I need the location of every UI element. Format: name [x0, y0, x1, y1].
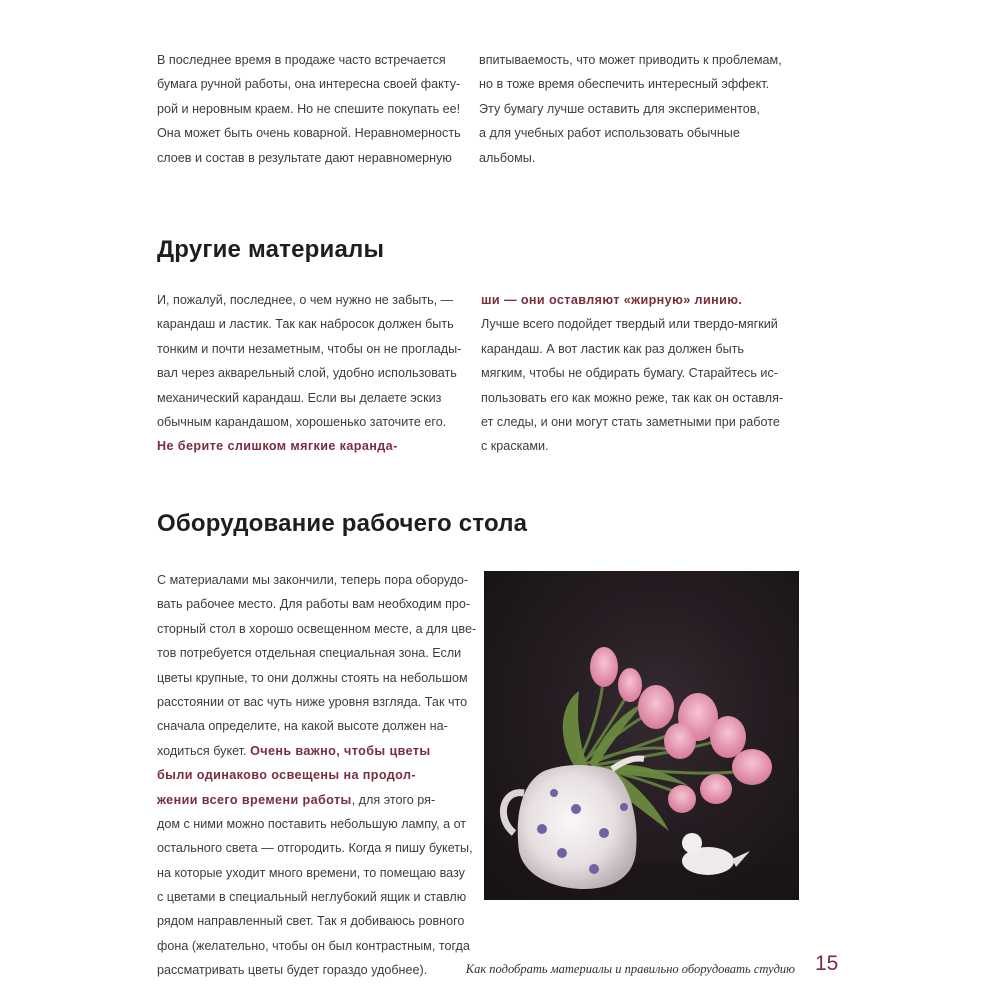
page-number: 15 [815, 952, 839, 975]
materials-text-right-column [481, 288, 783, 459]
text-line: слоев и состав в результате дают неравномерную [157, 150, 452, 165]
paper-text-right-column [479, 48, 782, 170]
text-line: Эту бумагу лучше оставить для экспериментов, [479, 101, 760, 116]
text-line: карандаш и ластик. Так как набросок должен быть [157, 317, 454, 332]
text-line: на которые уходит много времени, то помещаю вазу [157, 865, 465, 880]
text-line: бумага ручной работы, она интересна своей факту- [157, 77, 461, 92]
highlight-line: Не берите слишком мягкие каранда- [157, 439, 398, 454]
text-fragment: ходиться букет. [157, 743, 251, 758]
heading-other-materials: Другие материалы [157, 236, 385, 263]
text-line: расстоянии от вас чуть ниже уровня взгляда. Так что [157, 694, 468, 709]
text-line: тонким и почти незаметным, чтобы он не проглады- [157, 341, 462, 356]
text-line: механический карандаш. Если вы делаете эскиз [157, 390, 442, 405]
text-line: но в тоже время обеспечить интересный эффект. [479, 77, 770, 92]
text-line: обычным карандашом, хорошенько заточите его. [157, 414, 447, 429]
text-line: вал через акварельный слой, удобно использовать [157, 366, 457, 381]
paper-text-left-column [157, 48, 461, 170]
text-line: тов потребуется отдельная специальная зона. Если [157, 646, 462, 661]
text-line: впитываемость, что может приводить к проблемам, [479, 53, 782, 67]
text-line: рассматривать цветы будет гораздо удобнее). [157, 963, 428, 978]
text-line: мягким, чтобы не обдирать бумагу. Старайтесь ис- [481, 366, 778, 381]
tulip-vase-illustration [484, 571, 799, 900]
text-line: С материалами мы закончили, теперь пора оборудо- [157, 573, 469, 587]
text-line: ет следы, и они могут стать заметными при работе [481, 414, 780, 429]
text-line: с цветами в специальный неглубокий ящик и ставлю [157, 890, 467, 905]
text-line: альбомы. [479, 150, 536, 165]
running-footer-caption: Как подобрать материалы и правильно оборудовать студию [465, 962, 795, 976]
text-line [157, 739, 476, 763]
tulip-vase-photo [484, 571, 799, 900]
text-line: фона (желательно, чтобы он был контрастным, тогда [157, 938, 470, 953]
workspace-text-column [157, 568, 476, 983]
text-line: Она может быть очень коварной. Неравномерность [157, 126, 461, 141]
text-line: сначала определите, на какой высоте должен на- [157, 719, 448, 734]
text-line: В последнее время в продаже часто встречается [157, 53, 446, 67]
text-fragment: , для этого ря- [351, 792, 436, 807]
text-line [157, 788, 476, 812]
materials-text-left-column [157, 288, 461, 459]
text-line: Лучше всего подойдет твердый или твердо-мягкий [481, 317, 778, 332]
text-line: рядом направленный свет. Так я добиваюсь ровного [157, 914, 465, 929]
text-line: вать рабочее место. Для работы вам необходим про- [157, 597, 471, 612]
text-line: с красками. [481, 439, 549, 454]
text-line: рой и неровным краем. Но не спешите покупать ее! [157, 101, 461, 116]
text-line: И, пожалуй, последнее, о чем нужно не забыть, — [157, 293, 454, 307]
highlight-fragment: Очень важно, чтобы цветы [250, 743, 431, 758]
highlight-fragment: жении всего времени работы [157, 792, 352, 807]
text-line: карандаш. А вот ластик как раз должен быть [481, 341, 744, 356]
text-line: дом с ними можно поставить небольшую лампу, а от [157, 816, 467, 831]
highlight-line: были одинаково освещены на продол- [157, 768, 416, 783]
text-line: сторный стол в хорошо освещенном месте, а для цве- [157, 621, 477, 636]
text-line: остального света — отгородить. Когда я пишу букеты, [157, 841, 473, 856]
text-line: пользовать его как можно реже, так как он оставля- [481, 390, 784, 405]
heading-workspace-setup: Оборудование рабочего стола [157, 510, 528, 537]
text-line: а для учебных работ использовать обычные [479, 126, 740, 141]
highlight-line: ши — они оставляют «жирную» линию. [481, 293, 743, 307]
text-line: цветы крупные, то они должны стоять на небольшом [157, 670, 468, 685]
